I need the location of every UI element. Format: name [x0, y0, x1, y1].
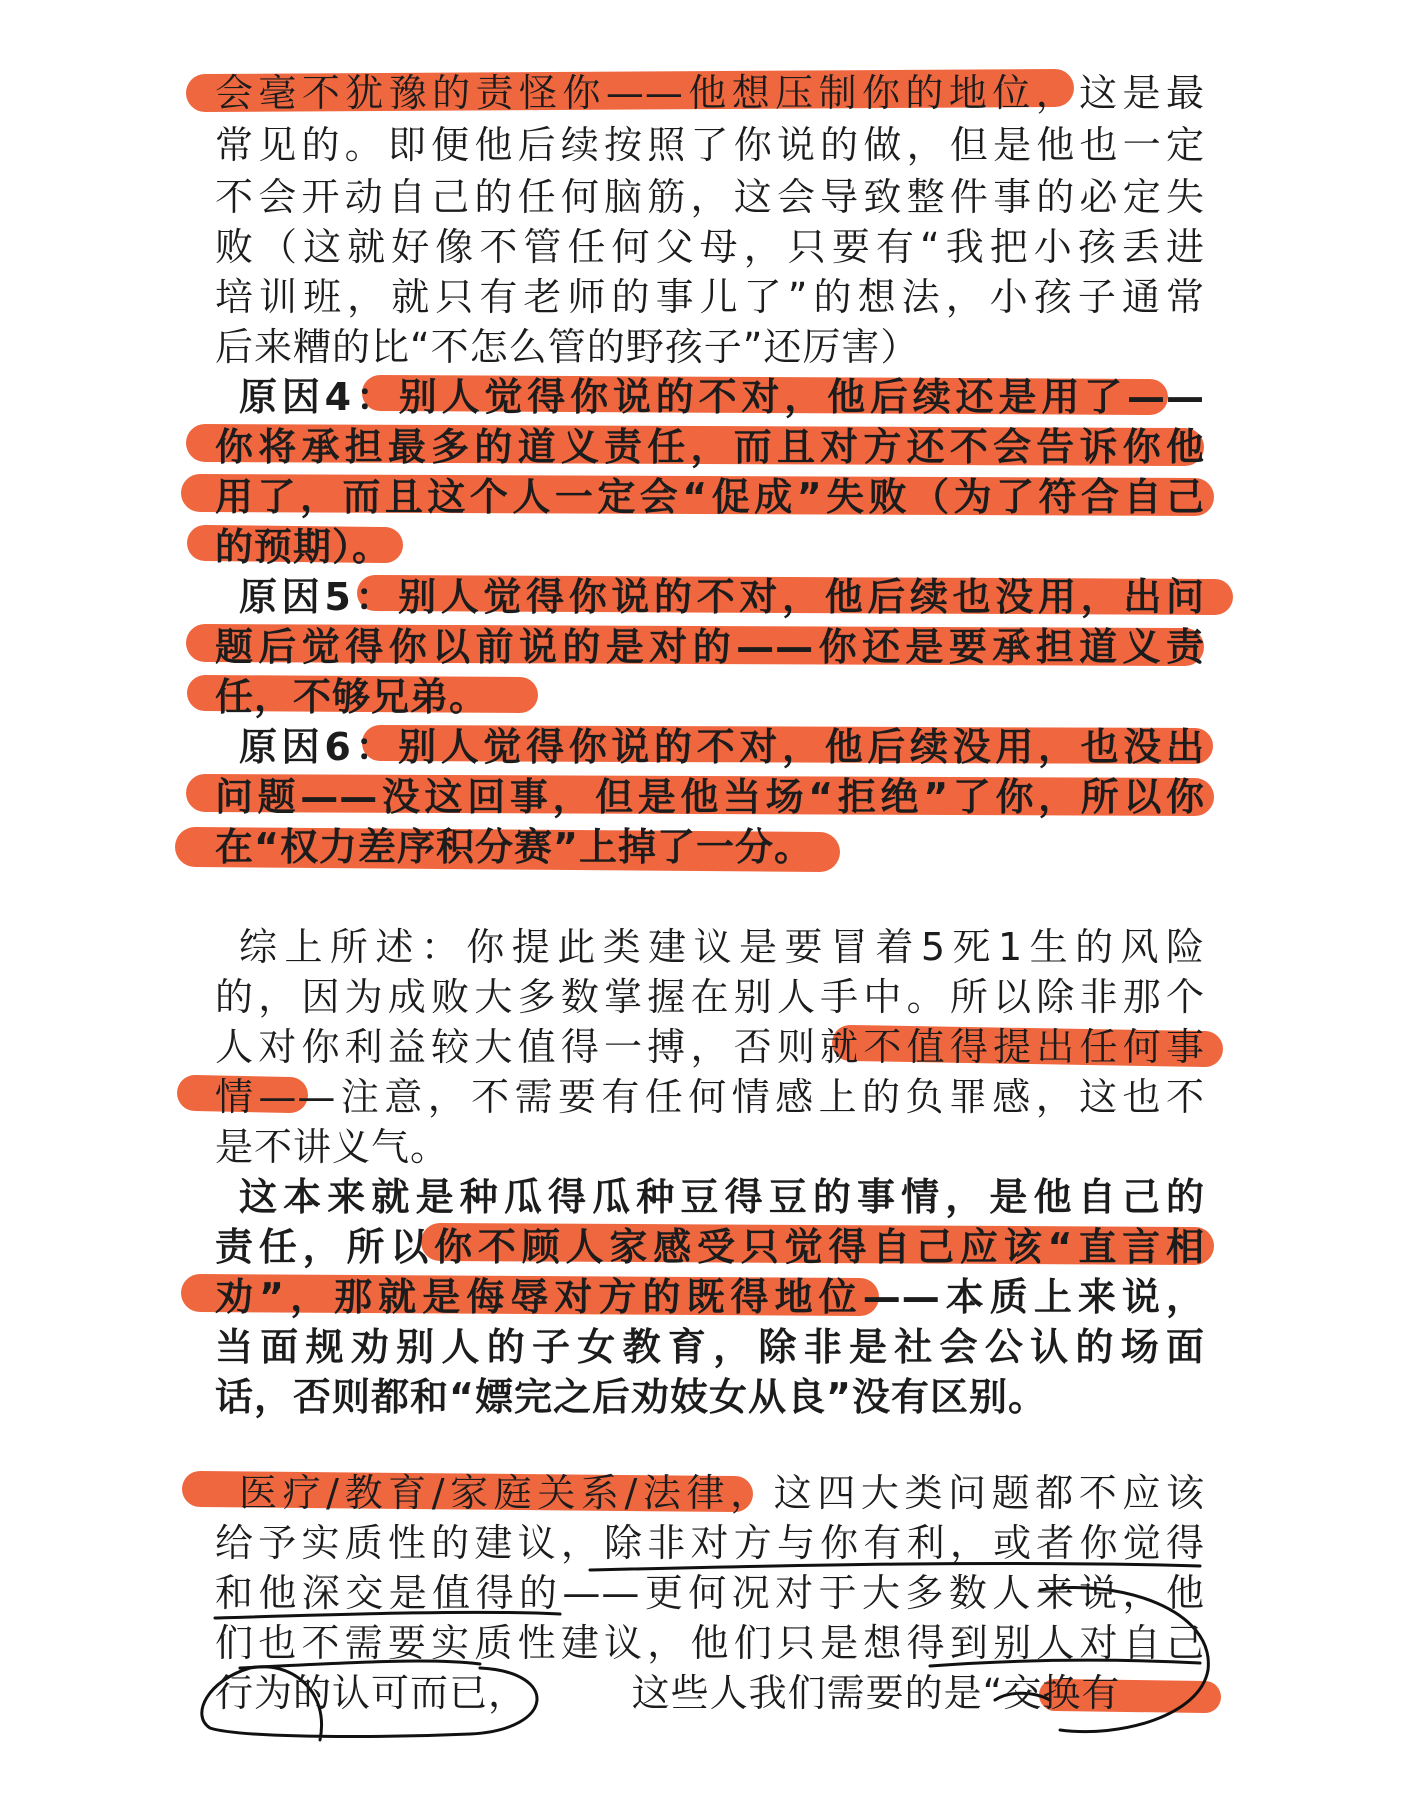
text-line: 当面规劝别人的子女教育，除非是社会公认的场面	[215, 1325, 1205, 1369]
text-line: 人对你利益较大值得一搏，否则就不值得提出任何事	[215, 1025, 1205, 1069]
text-line: 问题——没这回事，但是他当场“拒绝”了你，所以你	[215, 775, 1205, 819]
text-line: 用了，而且这个人一定会“促成”失败（为了符合自己	[215, 475, 1205, 519]
text-line: 的，因为成败大多数掌握在别人手中。所以除非那个	[215, 975, 1205, 1019]
text-line: 的预期）。	[215, 525, 392, 569]
text-line: 你将承担最多的道义责任，而且对方还不会告诉你他	[215, 425, 1205, 469]
text-line: 任，不够兄弟。	[215, 675, 489, 719]
text-line: 们也不需要实质性建议，他们只是想得到别人对自己	[215, 1621, 1205, 1665]
text-line: 不会开动自己的任何脑筋，这会导致整件事的必定失	[215, 175, 1205, 219]
text-line: 培训班，就只有老师的事儿了”的想法，小孩子通常	[215, 275, 1205, 319]
summary-paragraph: 综上所述：你提此类建议是要冒着5死1生的风险	[239, 925, 1205, 969]
reason-6-heading: 原因6：别人觉得你说的不对，他后续没用，也没出	[239, 725, 1205, 769]
text-line: 和他深交是值得的——更何况对于大多数人来说，他	[215, 1571, 1205, 1615]
text-line: 是不讲义气。	[215, 1125, 450, 1169]
text-line: 责任，所以你不顾人家感受只觉得自己应该“直言相	[215, 1225, 1205, 1269]
final-paragraph: 医疗/教育/家庭关系/法律，这四大类问题都不应该	[239, 1471, 1205, 1515]
reason-4-heading: 原因4：别人觉得你说的不对，他后续还是用了——	[239, 375, 1205, 419]
text-line: 行为的认可而已， 这些人我们需要的是“交换有	[215, 1671, 1121, 1715]
text-line: 情——注意，不需要有任何情感上的负罪感，这也不	[215, 1075, 1205, 1119]
reason-5-heading: 原因5：别人觉得你说的不对，他后续也没用，出问	[239, 575, 1205, 619]
text-line: 败（这就好像不管任何父母，只要有“我把小孩丢进	[215, 225, 1205, 269]
text-line: 在“权力差序积分赛”上掉了一分。	[215, 825, 813, 869]
text-line: 劝”，那就是侮辱对方的既得地位——本质上来说，	[215, 1275, 1205, 1319]
text-line: 话，否则都和“嫖完之后劝妓女从良”没有区别。	[215, 1375, 1047, 1419]
text-line: 给予实质性的建议，除非对方与你有利，或者你觉得	[215, 1521, 1205, 1565]
text-line: 会毫不犹豫的责怪你——他想压制你的地位，这是最	[215, 71, 1205, 115]
text-line: 后来糟的比“不怎么管的野孩子”还厉害）	[215, 325, 920, 369]
text-line: 题后觉得你以前说的是对的——你还是要承担道义责	[215, 625, 1205, 669]
bold-paragraph: 这本来就是种瓜得瓜种豆得豆的事情，是他自己的	[239, 1175, 1205, 1219]
text-line: 常见的。即便他后续按照了你说的做，但是他也一定	[215, 123, 1205, 167]
